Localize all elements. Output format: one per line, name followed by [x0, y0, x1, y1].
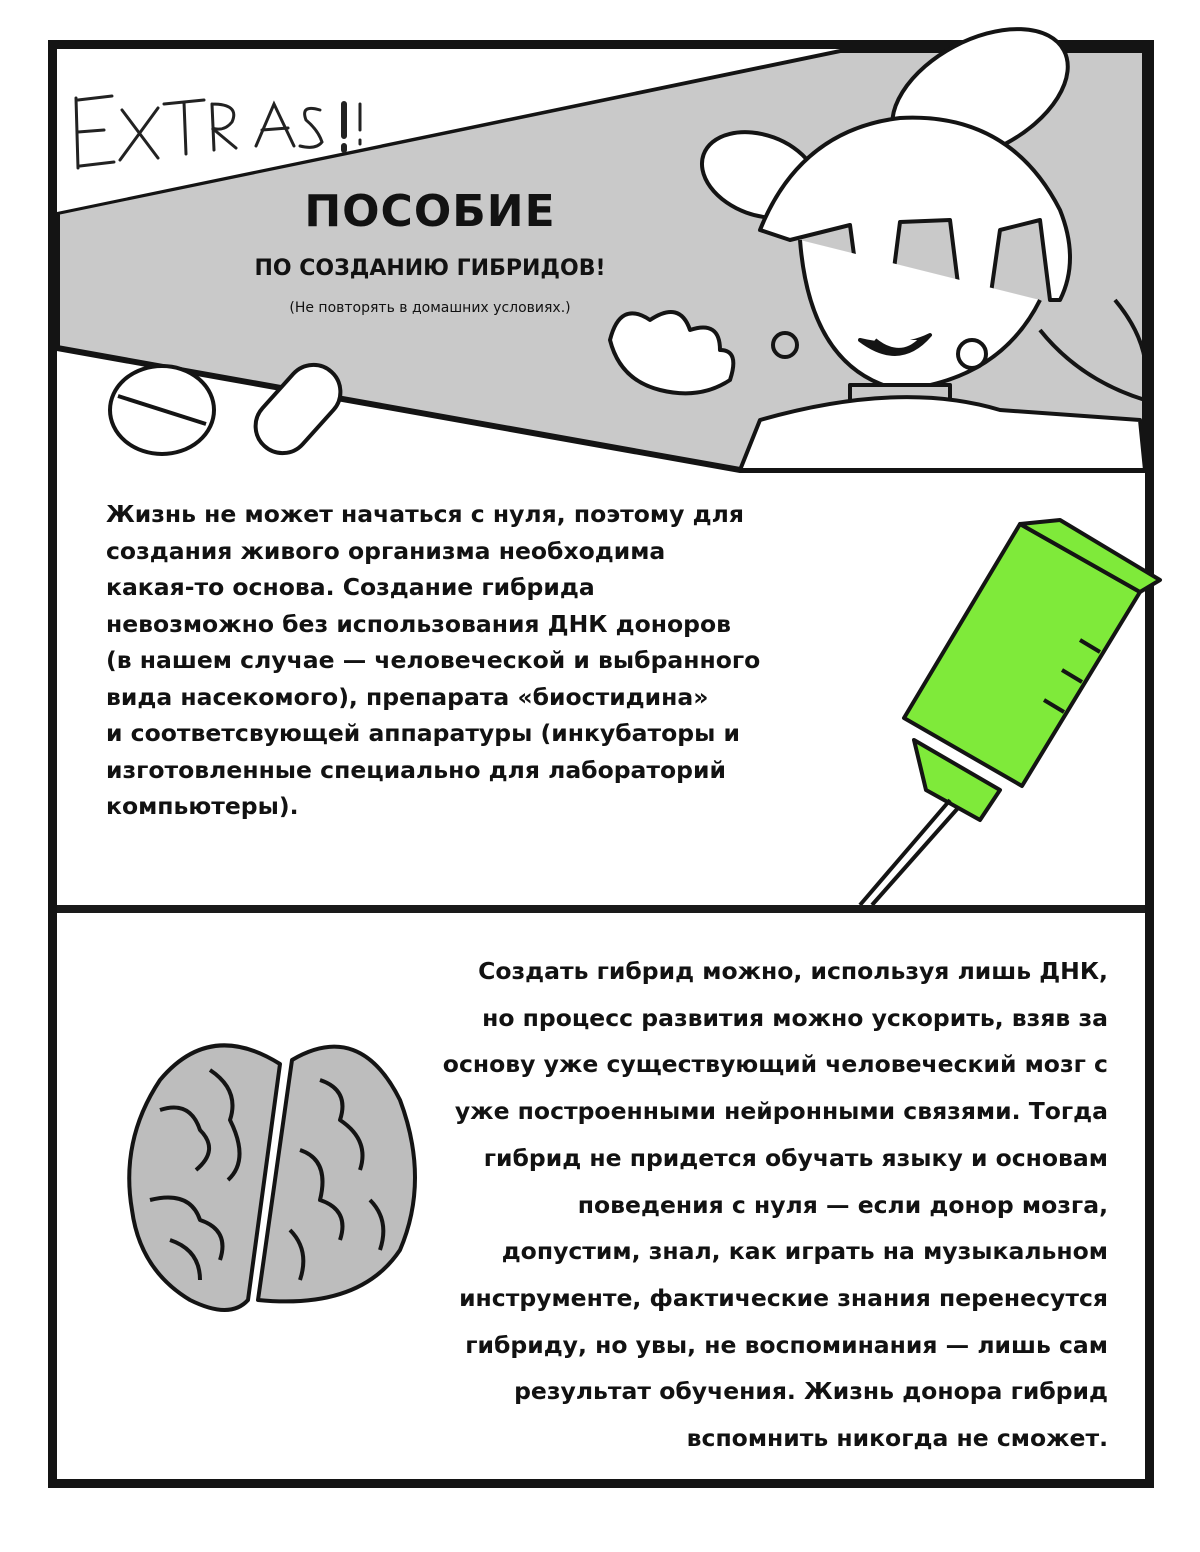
page-subtitle: ПО СОЗДАНИЮ ГИБРИДОВ! — [254, 256, 606, 281]
brain-paragraph: Создать гибрид можно, используя лишь ДНК, но процесс развития можно ускорить, взяв за основу уже существующий человеческий мозг с уже построенными нейронными связями. Тогда гибрид не придется обучать языку и основам поведения с нуля — если донор мозга, допустим, знал, как играть на музыкальном инструменте, фактические знания перенесутся гибриду, но увы, не воспоминания — лишь сам результат обучения. Жизнь донора гибрид вспомнить никогда не сможет. — [442, 957, 1108, 1453]
syringe-icon — [860, 520, 1160, 905]
pill-round-icon — [110, 366, 214, 454]
warning-note: (Не повторять в домашних условиях.) — [289, 300, 571, 316]
brain-icon — [129, 1045, 415, 1310]
panel-divider — [57, 905, 1145, 913]
page-title: ПОСОБИЕ — [304, 186, 556, 237]
intro-paragraph: Жизнь не может начаться с нуля, поэтому для создания живого организма необходима какая-то основа. Создание гибрида невозможно без использования ДНК доноров (в нашем случае — человеческой и выбранного вида насекомого), препарата «биостидина» и соответсвующей аппаратуры (инкубаторы и изготовленные специально для лабораторий компьютеры). — [106, 500, 761, 820]
extras-logo-text: EXTRAS!!! — [82, 160, 88, 161]
